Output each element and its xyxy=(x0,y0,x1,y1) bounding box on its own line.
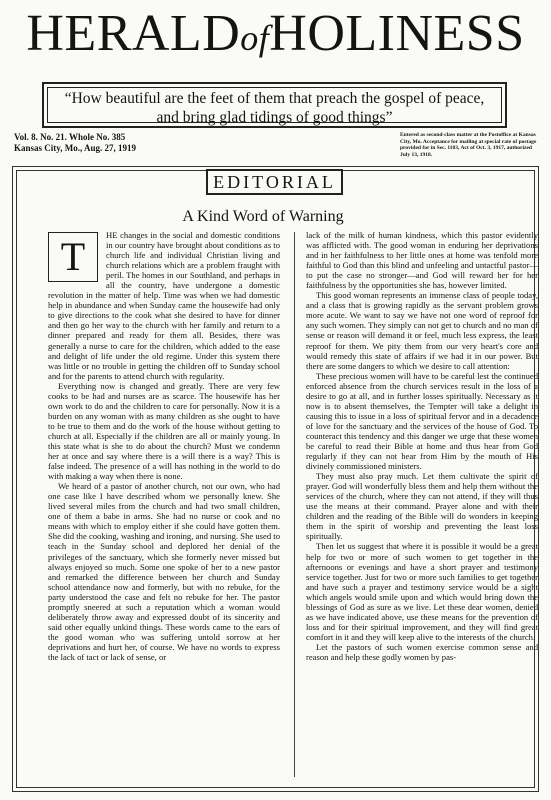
column-right xyxy=(306,230,538,662)
masthead xyxy=(0,4,551,68)
article-title: A Kind Word of Warning xyxy=(182,208,344,225)
masthead-herald: HERALD xyxy=(26,5,241,62)
drop-cap-rest: HE xyxy=(106,230,118,240)
motto-box xyxy=(42,82,507,128)
masthead-of: of xyxy=(240,18,270,58)
paragraph: We heard of a pastor of another church, not our own, who had one case like I have described whom we personally knew. She lived several miles from the church and had two small children, one of them a babe in arms. She had no nurse or cook and no means with which to employ either if she could have gotten them. She did the cooking, washing and ironing, and nursing. She used to teach in the Sunday school and deplored her denial of the privileges of the sanctuary, which she formerly never missed but always enjoyed so much. Some one spoke of her to a new pastor and remarked the difference between her church and Sunday school attendance now and formerly, but with no rebuke, for the party understood the case and felt no rebuke for her. The pastor promptly sneered at such a reputation which a woman would deliberately throw away and expressed doubt of its sincerity and said other equally unkind things. These words came to the ears of the good woman who was suffering untold sorrow at her deprivations and hurt her, of course. We have no words to express the lack of tact or lack of sense, or xyxy=(48,481,280,662)
issue-date: Kansas City, Mo., Aug. 27, 1919 xyxy=(14,143,137,153)
paragraph: Let the pastors of such women exercise common sense and reason and help these godly women by pas- xyxy=(306,641,538,662)
paragraph: This good woman represents an immense class of people today, and a class that is growing rapidly as the servant problem grows more acute. We want to say we have not one word of reproof for any such women. They simply can not get to church and no man of sense or reason will demand it or feel, much less express, the least reproof for them. We pity them from our very heart's core and would remedy this state of affairs if we had it in our power. But there are some dangers to which we desire to call attention: xyxy=(306,290,538,371)
column-divider xyxy=(294,232,295,777)
paragraph: Everything now is changed and greatly. There are very few cooks to be had and nurses are as scarce. The housewife has her own work to do and the children to care for personally. Now it is a burden on any woman with as many children as she ought to have to be true to them and do the work of the house without getting to church at all. Especially if the children are all or mainly young. In this state what is she to do about the church? Must we condemn her at once and say where there is a will there is a way? This is false indeed. The presence of a will has nothing in the world to do with making a way when there is none. xyxy=(48,380,280,482)
drop-cap: T xyxy=(48,232,98,282)
section-label: EDITORIAL xyxy=(213,172,336,192)
issue-info xyxy=(14,132,136,154)
paragraph: lack of the milk of human kindness, which this pastor evidently was afflicted with. The good woman in enduring her deprivations and in her faithfulness to her little ones at home was tenfold more faithful to God than this blind and unfeeling and untactful pastor—to put the case no stronger—and God will reward her for her faithfulness by the opportunities she has, however limited. xyxy=(306,230,538,291)
column-left xyxy=(48,230,280,662)
issue-volume: Vol. 8. No. 21. Whole No. 385 xyxy=(14,132,126,142)
paragraph: These precious women will have to be careful lest the continued enforced absence from the church services result in the loss of a desire to go at all, and in further losses spiritually. Necessary as it now is to absent themselves, the Tempter will take a delight in causing this to issue in a loss of spiritual fervor and in a decadence of love for the sanctuary and the services of the house of God. To counteract this tendency and this danger we urge that these women be careful to read their Bible at home and thus hear from God regularly if they can not hear from Him by the mouth of His divinely commissioned ministers. xyxy=(306,370,538,472)
motto: “How beautiful are the feet of them that preach the gospel of peace, and bring glad tidings of good things” xyxy=(64,90,485,126)
entry-note: Entered as second-class matter at the Postoffice at Kansas City, Mo. Acceptance for mailing at special rate of postage provided for in Sec. 1103, Act of Oct. 3, 1917, authorized July 13, 1918. xyxy=(400,132,537,158)
paragraph-text: changes in the social and domestic conditions in our country have brought about conditions as to church life and individual Christian living and church relations which are a problem fraught with peril. The homes in our Southland, and perhaps in all the country, have undergone a domestic revolution in the matter of help. Time was when we had domestic help in abundance and when Sunday came the housewife had only to give directions to the cook what she desired to have for dinner and then go her way to the church with her family and return to a dinner prepared and ready for them all. Besides, there was generally a nurse to care for the children, which added to the ease and delight of life under the old regime. Under this system there was little or no trouble in getting the children off to Sunday school and for the parents to attend church with regularity. xyxy=(48,230,280,381)
paragraph: Then let us suggest that where it is possible it would be a great help for two or more of such women to get together in the afternoons or evenings and have a short prayer and testimony service together. Just for two or more such families to get together and have such a prayer and testimony service would be a sight which angels would smile upon and which would bring down the blessings of God as sure as we live. Let these dear women, denied as we have indicated above, use these means for the prevention of loss and for their spiritual improvement, and they will find great comfort in it and they will keep alive to the interests of the church. xyxy=(306,541,538,642)
paragraph: They must also pray much. Let them cultivate the spirit of prayer. God will wonderfully bless them and help them without the services of the church, where they can not attend, if they will thus use the means at their command. Prayer alone and with their children and the reading of the Bible will do wonders in keeping them in the spirit of worship and preventing the least loss spiritually. xyxy=(306,471,538,542)
masthead-holiness: HOLINESS xyxy=(269,5,525,62)
paragraph xyxy=(48,230,280,381)
section-heading xyxy=(206,169,343,195)
